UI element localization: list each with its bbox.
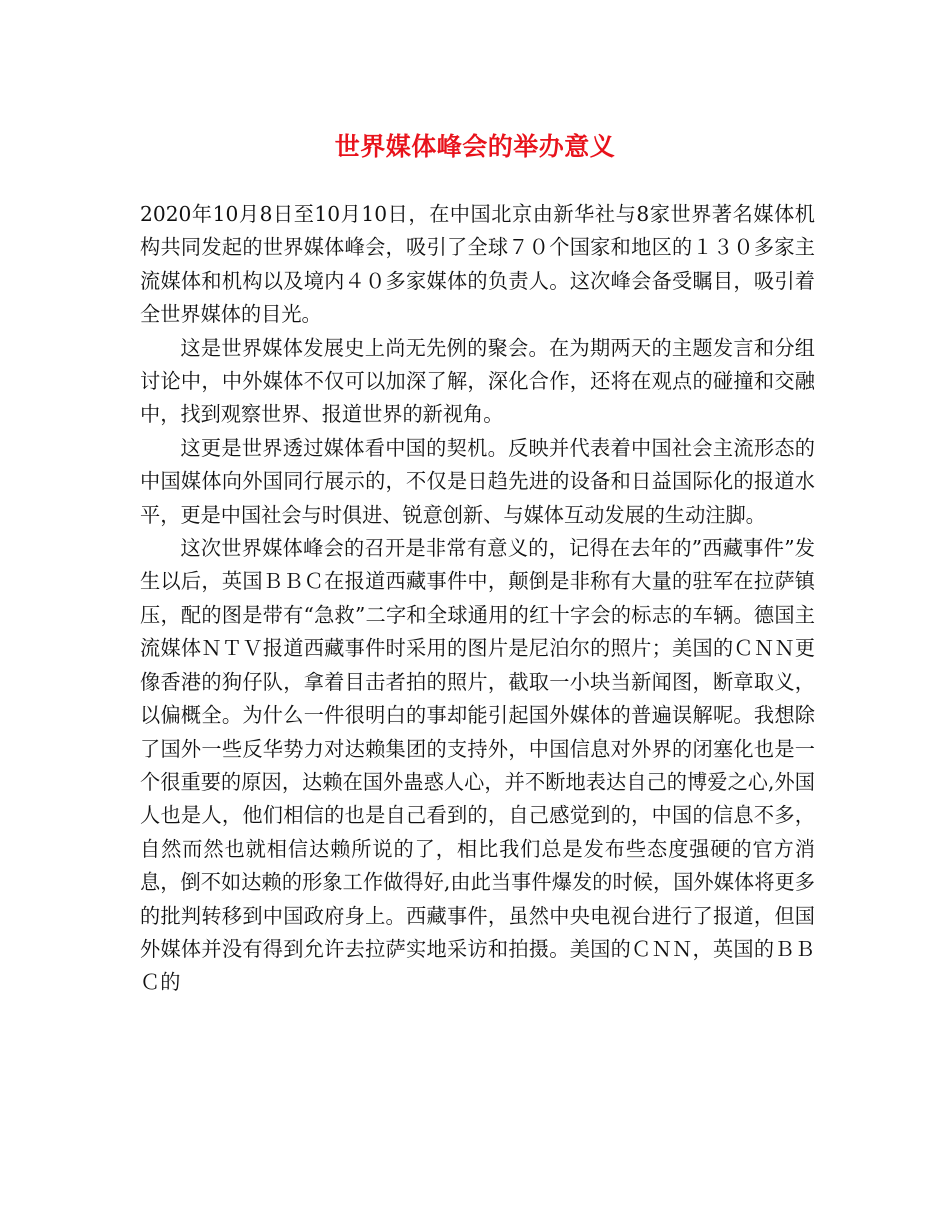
paragraph-opportunity: 这更是世界透过媒体看中国的契机。反映并代表着中国社会主流形态的中国媒体向外国同行展示的，不仅是日趋先进的设备和日益国际化的报道水平，更是中国社会与时俱进、锐意创新、与媒体互动发展的生动注脚。 — [140, 435, 815, 527]
paragraph-significance: 这次世界媒体峰会的召开是非常有意义的，记得在去年的”西藏事件”发生以后，英国ＢＢＣ在报道西藏事件中，颠倒是非称有大量的驻军在拉萨镇压，配的图是带有“急救”二字和全球通用的红十字会的标志的车辆。德国主流媒体ＮＴＶ报道西藏事件时采用的图片是尼泊尔的照片；美国的ＣＮＮ更像香港的狗仔队，拿着目击者拍的照片，截取一小块当新闻图，断章取义，以偏概全。为什么一件很明白的事却能引起国外媒体的普遍误解呢。我想除了国外一些反华势力对达赖集团的支持外，中国信息对外界的闭塞化也是一个很重要的原因，达赖在国外蛊惑人心，并不断地表达自己的博爱之心,外国人也是人，他们相信的也是自己看到的，自己感觉到的，中国的信息不多，自然而然也就相信达赖所说的了，相比我们总是发布些态度强硬的官方消息，倒不如达赖的形象工作做得好,由此当事件爆发的时候，国外媒体将更多的批判转移到中国政府身上。西藏事件，虽然中央电视台进行了报道，但国外媒体并没有得到允许去拉萨实地采访和拍摄。美国的ＣＮＮ，英国的ＢＢＣ的 — [140, 536, 815, 995]
document-body — [140, 198, 815, 1000]
paragraph-gathering: 这是世界媒体发展史上尚无先例的聚会。在为期两天的主题发言和分组讨论中，中外媒体不仅可以加深了解，深化合作，还将在观点的碰撞和交融中，找到观察世界、报道世界的新视角。 — [140, 335, 815, 427]
document-title: 世界媒体峰会的举办意义 — [334, 132, 616, 161]
paragraph-intro: 2020年10月8日至10月10日，在中国北京由新华社与8家世界著名媒体机构共同发起的世界媒体峰会，吸引了全球７０个国家和地区的１３０多家主流媒体和机构以及境内４０多家媒体的负责人。这次峰会备受瞩目，吸引着全世界媒体的目光。 — [140, 202, 815, 327]
